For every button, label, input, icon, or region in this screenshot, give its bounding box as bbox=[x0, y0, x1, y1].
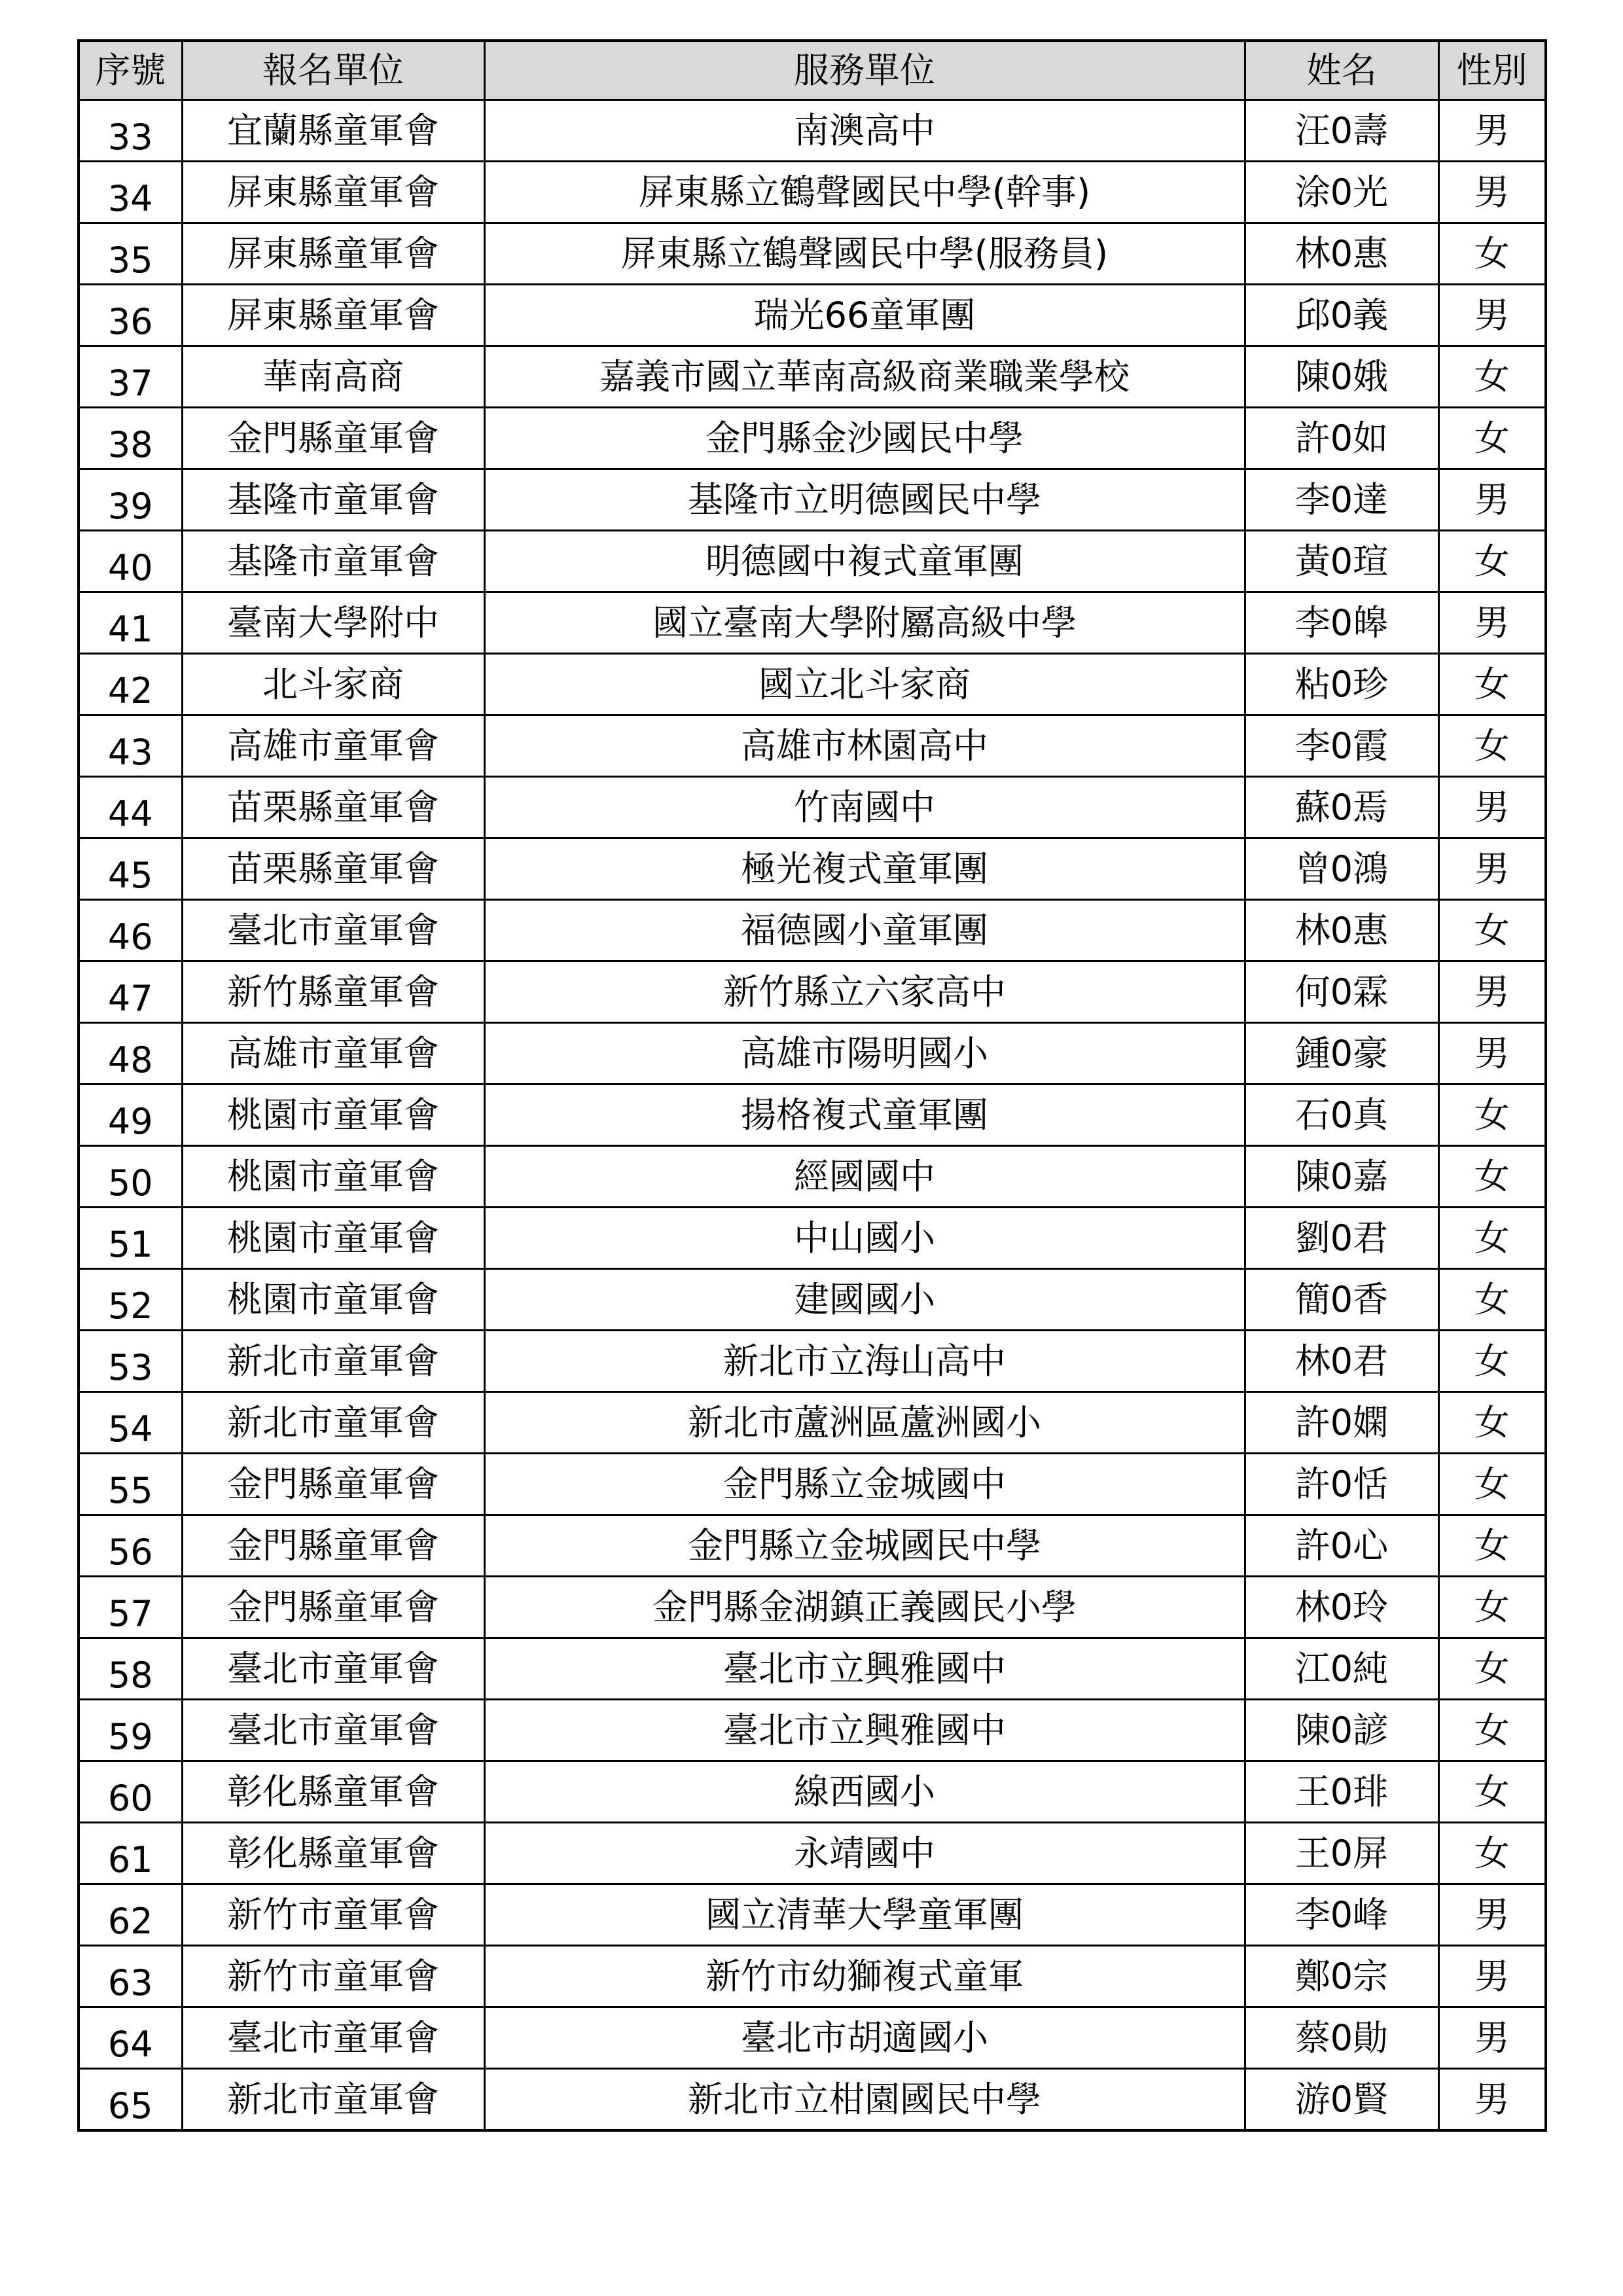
cell-gender: 男 bbox=[1438, 285, 1546, 346]
cell-registering-unit: 屏東縣童軍會 bbox=[182, 162, 484, 223]
cell-name: 李0霞 bbox=[1245, 715, 1438, 777]
cell-gender: 女 bbox=[1438, 1577, 1546, 1638]
cell-registering-unit: 臺北市童軍會 bbox=[182, 900, 484, 961]
cell-gender: 女 bbox=[1438, 1146, 1546, 1208]
cell-gender: 男 bbox=[1438, 961, 1546, 1023]
cell-registering-unit: 金門縣童軍會 bbox=[182, 1577, 484, 1638]
cell-name: 陳0嘉 bbox=[1245, 1146, 1438, 1208]
cell-seq: 65 bbox=[79, 2069, 182, 2131]
cell-seq: 42 bbox=[79, 654, 182, 715]
cell-seq: 41 bbox=[79, 592, 182, 654]
cell-gender: 女 bbox=[1438, 654, 1546, 715]
cell-service-unit: 新北市蘆洲區蘆洲國小 bbox=[484, 1392, 1245, 1454]
cell-seq: 46 bbox=[79, 900, 182, 961]
cell-seq: 58 bbox=[79, 1638, 182, 1700]
table-row bbox=[79, 777, 1546, 838]
cell-name: 王0琲 bbox=[1245, 1761, 1438, 1823]
cell-seq: 38 bbox=[79, 408, 182, 469]
table-row bbox=[79, 1269, 1546, 1331]
cell-seq: 35 bbox=[79, 223, 182, 285]
cell-registering-unit: 新北市童軍會 bbox=[182, 2069, 484, 2131]
cell-gender: 男 bbox=[1438, 100, 1546, 162]
cell-service-unit: 新竹縣立六家高中 bbox=[484, 961, 1245, 1023]
table-row bbox=[79, 1454, 1546, 1515]
cell-gender: 女 bbox=[1438, 1085, 1546, 1146]
cell-registering-unit: 臺北市童軍會 bbox=[182, 1638, 484, 1700]
table-row bbox=[79, 715, 1546, 777]
cell-seq: 56 bbox=[79, 1515, 182, 1577]
cell-registering-unit: 新竹縣童軍會 bbox=[182, 961, 484, 1023]
cell-gender: 男 bbox=[1438, 2007, 1546, 2069]
cell-seq: 34 bbox=[79, 162, 182, 223]
table-row bbox=[79, 1577, 1546, 1638]
cell-gender: 女 bbox=[1438, 531, 1546, 592]
cell-gender: 男 bbox=[1438, 1023, 1546, 1085]
cell-name: 何0霖 bbox=[1245, 961, 1438, 1023]
cell-name: 鄭0宗 bbox=[1245, 1946, 1438, 2007]
cell-seq: 36 bbox=[79, 285, 182, 346]
cell-seq: 33 bbox=[79, 100, 182, 162]
cell-seq: 52 bbox=[79, 1269, 182, 1331]
cell-name: 林0君 bbox=[1245, 1331, 1438, 1392]
cell-service-unit: 新竹市幼獅複式童軍 bbox=[484, 1946, 1245, 2007]
cell-service-unit: 臺北市立興雅國中 bbox=[484, 1700, 1245, 1761]
cell-name: 蘇0焉 bbox=[1245, 777, 1438, 838]
cell-gender: 女 bbox=[1438, 1515, 1546, 1577]
table-header bbox=[79, 41, 1546, 100]
cell-name: 曾0鴻 bbox=[1245, 838, 1438, 900]
cell-seq: 45 bbox=[79, 838, 182, 900]
cell-seq: 43 bbox=[79, 715, 182, 777]
cell-seq: 63 bbox=[79, 1946, 182, 2007]
cell-name: 許0恬 bbox=[1245, 1454, 1438, 1515]
cell-registering-unit: 基隆市童軍會 bbox=[182, 531, 484, 592]
cell-registering-unit: 臺北市童軍會 bbox=[182, 1700, 484, 1761]
cell-service-unit: 金門縣立金城國中 bbox=[484, 1454, 1245, 1515]
cell-registering-unit: 彰化縣童軍會 bbox=[182, 1761, 484, 1823]
cell-registering-unit: 華南高商 bbox=[182, 346, 484, 408]
cell-gender: 女 bbox=[1438, 1269, 1546, 1331]
cell-service-unit: 屏東縣立鶴聲國民中學(服務員) bbox=[484, 223, 1245, 285]
cell-gender: 男 bbox=[1438, 1946, 1546, 2007]
cell-service-unit: 永靖國中 bbox=[484, 1823, 1245, 1884]
cell-registering-unit: 桃園市童軍會 bbox=[182, 1085, 484, 1146]
table-row bbox=[79, 1392, 1546, 1454]
table-body bbox=[79, 100, 1546, 2131]
cell-service-unit: 中山國小 bbox=[484, 1208, 1245, 1269]
cell-name: 劉0君 bbox=[1245, 1208, 1438, 1269]
cell-gender: 男 bbox=[1438, 469, 1546, 531]
cell-service-unit: 福德國小童軍團 bbox=[484, 900, 1245, 961]
table-row bbox=[79, 2069, 1546, 2131]
header-service-unit: 服務單位 bbox=[484, 41, 1245, 100]
cell-registering-unit: 彰化縣童軍會 bbox=[182, 1823, 484, 1884]
cell-service-unit: 臺北市胡適國小 bbox=[484, 2007, 1245, 2069]
cell-service-unit: 嘉義市國立華南高級商業職業學校 bbox=[484, 346, 1245, 408]
table-row bbox=[79, 285, 1546, 346]
cell-registering-unit: 臺南大學附中 bbox=[182, 592, 484, 654]
cell-seq: 51 bbox=[79, 1208, 182, 1269]
table-row bbox=[79, 1085, 1546, 1146]
cell-service-unit: 揚格複式童軍團 bbox=[484, 1085, 1245, 1146]
table-row bbox=[79, 1884, 1546, 1946]
cell-service-unit: 臺北市立興雅國中 bbox=[484, 1638, 1245, 1700]
cell-name: 林0惠 bbox=[1245, 900, 1438, 961]
table-row bbox=[79, 1208, 1546, 1269]
cell-gender: 男 bbox=[1438, 777, 1546, 838]
table-row bbox=[79, 1823, 1546, 1884]
table-row bbox=[79, 654, 1546, 715]
table-row bbox=[79, 100, 1546, 162]
cell-service-unit: 高雄市林園高中 bbox=[484, 715, 1245, 777]
cell-registering-unit: 金門縣童軍會 bbox=[182, 408, 484, 469]
cell-gender: 男 bbox=[1438, 838, 1546, 900]
cell-gender: 女 bbox=[1438, 1761, 1546, 1823]
table-row bbox=[79, 1331, 1546, 1392]
cell-service-unit: 金門縣金沙國民中學 bbox=[484, 408, 1245, 469]
cell-gender: 男 bbox=[1438, 1884, 1546, 1946]
cell-registering-unit: 臺北市童軍會 bbox=[182, 2007, 484, 2069]
table-row bbox=[79, 469, 1546, 531]
cell-name: 涂0光 bbox=[1245, 162, 1438, 223]
cell-registering-unit: 高雄市童軍會 bbox=[182, 1023, 484, 1085]
cell-name: 許0如 bbox=[1245, 408, 1438, 469]
cell-registering-unit: 金門縣童軍會 bbox=[182, 1515, 484, 1577]
header-gender: 性別 bbox=[1438, 41, 1546, 100]
cell-registering-unit: 宜蘭縣童軍會 bbox=[182, 100, 484, 162]
cell-seq: 37 bbox=[79, 346, 182, 408]
cell-seq: 57 bbox=[79, 1577, 182, 1638]
cell-gender: 女 bbox=[1438, 1454, 1546, 1515]
table-row bbox=[79, 1946, 1546, 2007]
cell-gender: 女 bbox=[1438, 1208, 1546, 1269]
header-registering-unit: 報名單位 bbox=[182, 41, 484, 100]
table-row bbox=[79, 408, 1546, 469]
cell-registering-unit: 金門縣童軍會 bbox=[182, 1454, 484, 1515]
cell-name: 游0賢 bbox=[1245, 2069, 1438, 2131]
cell-name: 許0心 bbox=[1245, 1515, 1438, 1577]
cell-name: 石0真 bbox=[1245, 1085, 1438, 1146]
cell-name: 鍾0豪 bbox=[1245, 1023, 1438, 1085]
table-row bbox=[79, 223, 1546, 285]
cell-name: 李0達 bbox=[1245, 469, 1438, 531]
cell-seq: 53 bbox=[79, 1331, 182, 1392]
cell-name: 陳0諺 bbox=[1245, 1700, 1438, 1761]
cell-seq: 64 bbox=[79, 2007, 182, 2069]
cell-seq: 54 bbox=[79, 1392, 182, 1454]
cell-name: 粘0珍 bbox=[1245, 654, 1438, 715]
cell-registering-unit: 新竹市童軍會 bbox=[182, 1946, 484, 2007]
table-row bbox=[79, 900, 1546, 961]
cell-registering-unit: 桃園市童軍會 bbox=[182, 1269, 484, 1331]
cell-service-unit: 極光複式童軍團 bbox=[484, 838, 1245, 900]
cell-seq: 59 bbox=[79, 1700, 182, 1761]
cell-service-unit: 高雄市陽明國小 bbox=[484, 1023, 1245, 1085]
cell-service-unit: 經國國中 bbox=[484, 1146, 1245, 1208]
cell-name: 黃0瑄 bbox=[1245, 531, 1438, 592]
table-row bbox=[79, 961, 1546, 1023]
cell-registering-unit: 苗栗縣童軍會 bbox=[182, 838, 484, 900]
cell-gender: 女 bbox=[1438, 1392, 1546, 1454]
cell-gender: 女 bbox=[1438, 1638, 1546, 1700]
header-seq: 序號 bbox=[79, 41, 182, 100]
cell-seq: 62 bbox=[79, 1884, 182, 1946]
cell-gender: 男 bbox=[1438, 2069, 1546, 2131]
cell-name: 汪0壽 bbox=[1245, 100, 1438, 162]
table-row bbox=[79, 838, 1546, 900]
cell-service-unit: 新北市立海山高中 bbox=[484, 1331, 1245, 1392]
cell-service-unit: 建國國小 bbox=[484, 1269, 1245, 1331]
cell-service-unit: 屏東縣立鶴聲國民中學(幹事) bbox=[484, 162, 1245, 223]
table-row bbox=[79, 2007, 1546, 2069]
table-row bbox=[79, 1700, 1546, 1761]
table-row bbox=[79, 1515, 1546, 1577]
cell-service-unit: 國立北斗家商 bbox=[484, 654, 1245, 715]
cell-gender: 女 bbox=[1438, 715, 1546, 777]
cell-service-unit: 南澳高中 bbox=[484, 100, 1245, 162]
cell-registering-unit: 基隆市童軍會 bbox=[182, 469, 484, 531]
table-row bbox=[79, 592, 1546, 654]
table-row bbox=[79, 346, 1546, 408]
cell-registering-unit: 屏東縣童軍會 bbox=[182, 285, 484, 346]
cell-gender: 女 bbox=[1438, 1823, 1546, 1884]
header-row bbox=[79, 41, 1546, 100]
cell-name: 林0玲 bbox=[1245, 1577, 1438, 1638]
cell-service-unit: 金門縣立金城國民中學 bbox=[484, 1515, 1245, 1577]
cell-seq: 44 bbox=[79, 777, 182, 838]
cell-gender: 男 bbox=[1438, 592, 1546, 654]
cell-name: 蔡0勛 bbox=[1245, 2007, 1438, 2069]
cell-service-unit: 國立臺南大學附屬高級中學 bbox=[484, 592, 1245, 654]
cell-name: 簡0香 bbox=[1245, 1269, 1438, 1331]
cell-registering-unit: 北斗家商 bbox=[182, 654, 484, 715]
cell-service-unit: 線西國小 bbox=[484, 1761, 1245, 1823]
cell-registering-unit: 新竹市童軍會 bbox=[182, 1884, 484, 1946]
cell-seq: 47 bbox=[79, 961, 182, 1023]
cell-gender: 女 bbox=[1438, 223, 1546, 285]
cell-service-unit: 明德國中複式童軍團 bbox=[484, 531, 1245, 592]
table-row bbox=[79, 1761, 1546, 1823]
cell-registering-unit: 桃園市童軍會 bbox=[182, 1146, 484, 1208]
cell-name: 李0峰 bbox=[1245, 1884, 1438, 1946]
cell-seq: 55 bbox=[79, 1454, 182, 1515]
table-row bbox=[79, 1638, 1546, 1700]
cell-registering-unit: 新北市童軍會 bbox=[182, 1392, 484, 1454]
cell-name: 陳0娥 bbox=[1245, 346, 1438, 408]
cell-gender: 男 bbox=[1438, 162, 1546, 223]
table-row bbox=[79, 1146, 1546, 1208]
cell-service-unit: 竹南國中 bbox=[484, 777, 1245, 838]
cell-name: 王0屏 bbox=[1245, 1823, 1438, 1884]
cell-name: 林0惠 bbox=[1245, 223, 1438, 285]
cell-name: 李0皞 bbox=[1245, 592, 1438, 654]
header-name: 姓名 bbox=[1245, 41, 1438, 100]
cell-gender: 女 bbox=[1438, 346, 1546, 408]
cell-gender: 女 bbox=[1438, 900, 1546, 961]
cell-service-unit: 基隆市立明德國民中學 bbox=[484, 469, 1245, 531]
roster-table bbox=[77, 39, 1547, 2132]
cell-gender: 女 bbox=[1438, 408, 1546, 469]
cell-gender: 女 bbox=[1438, 1331, 1546, 1392]
cell-name: 許0嫻 bbox=[1245, 1392, 1438, 1454]
cell-seq: 61 bbox=[79, 1823, 182, 1884]
cell-registering-unit: 桃園市童軍會 bbox=[182, 1208, 484, 1269]
cell-service-unit: 瑞光66童軍團 bbox=[484, 285, 1245, 346]
cell-seq: 40 bbox=[79, 531, 182, 592]
cell-gender: 女 bbox=[1438, 1700, 1546, 1761]
table-row bbox=[79, 1023, 1546, 1085]
cell-service-unit: 新北市立柑園國民中學 bbox=[484, 2069, 1245, 2131]
cell-seq: 60 bbox=[79, 1761, 182, 1823]
cell-service-unit: 國立清華大學童軍團 bbox=[484, 1884, 1245, 1946]
table-row bbox=[79, 531, 1546, 592]
cell-seq: 48 bbox=[79, 1023, 182, 1085]
cell-seq: 50 bbox=[79, 1146, 182, 1208]
cell-seq: 39 bbox=[79, 469, 182, 531]
cell-registering-unit: 苗栗縣童軍會 bbox=[182, 777, 484, 838]
cell-seq: 49 bbox=[79, 1085, 182, 1146]
table-row bbox=[79, 162, 1546, 223]
cell-name: 邱0義 bbox=[1245, 285, 1438, 346]
cell-registering-unit: 新北市童軍會 bbox=[182, 1331, 484, 1392]
cell-name: 江0純 bbox=[1245, 1638, 1438, 1700]
cell-service-unit: 金門縣金湖鎮正義國民小學 bbox=[484, 1577, 1245, 1638]
cell-registering-unit: 屏東縣童軍會 bbox=[182, 223, 484, 285]
cell-registering-unit: 高雄市童軍會 bbox=[182, 715, 484, 777]
